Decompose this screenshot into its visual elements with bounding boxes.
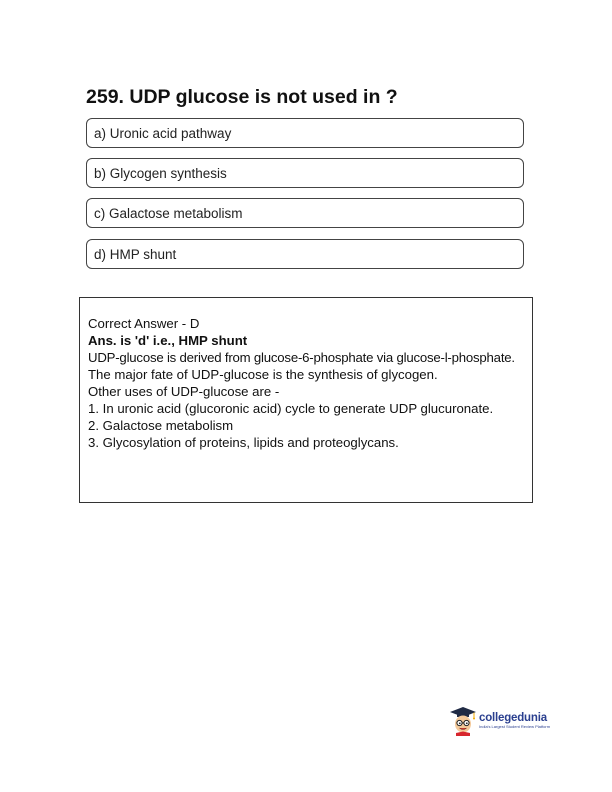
- logo-tagline: India's Largest Student Review Platform: [479, 724, 551, 729]
- explanation-line: The major fate of UDP-glucose is the synthesis of glycogen.: [88, 367, 438, 382]
- collegedunia-logo: [449, 703, 550, 739]
- explanation-line: UDP-glucose is derived from glucose-6-phosphate via glucose-l-phosphate.: [88, 350, 515, 365]
- graduate-mascot-icon: [449, 706, 477, 736]
- option-a[interactable]: a) Uronic acid pathway: [86, 118, 524, 148]
- answer-explanation-box: [79, 297, 533, 503]
- logo-wordmark: collegedunia: [479, 712, 547, 724]
- explanation-line: Other uses of UDP-glucose are -: [88, 384, 280, 399]
- option-d[interactable]: d) HMP shunt: [86, 239, 524, 269]
- question-title: 259. UDP glucose is not used in ?: [86, 86, 398, 108]
- option-c[interactable]: c) Galactose metabolism: [86, 198, 524, 228]
- correct-answer-line: Correct Answer - D: [88, 316, 200, 331]
- explanation-line: 2. Galactose metabolism: [88, 418, 234, 433]
- explanation-line: 3. Glycosylation of proteins, lipids and proteoglycans.: [88, 435, 399, 450]
- answer-heading: Ans. is 'd' i.e., HMP shunt: [88, 333, 248, 348]
- option-b[interactable]: b) Glycogen synthesis: [86, 158, 524, 188]
- explanation-line: 1. In uronic acid (glucoronic acid) cycle to generate UDP glucuronate.: [88, 401, 494, 416]
